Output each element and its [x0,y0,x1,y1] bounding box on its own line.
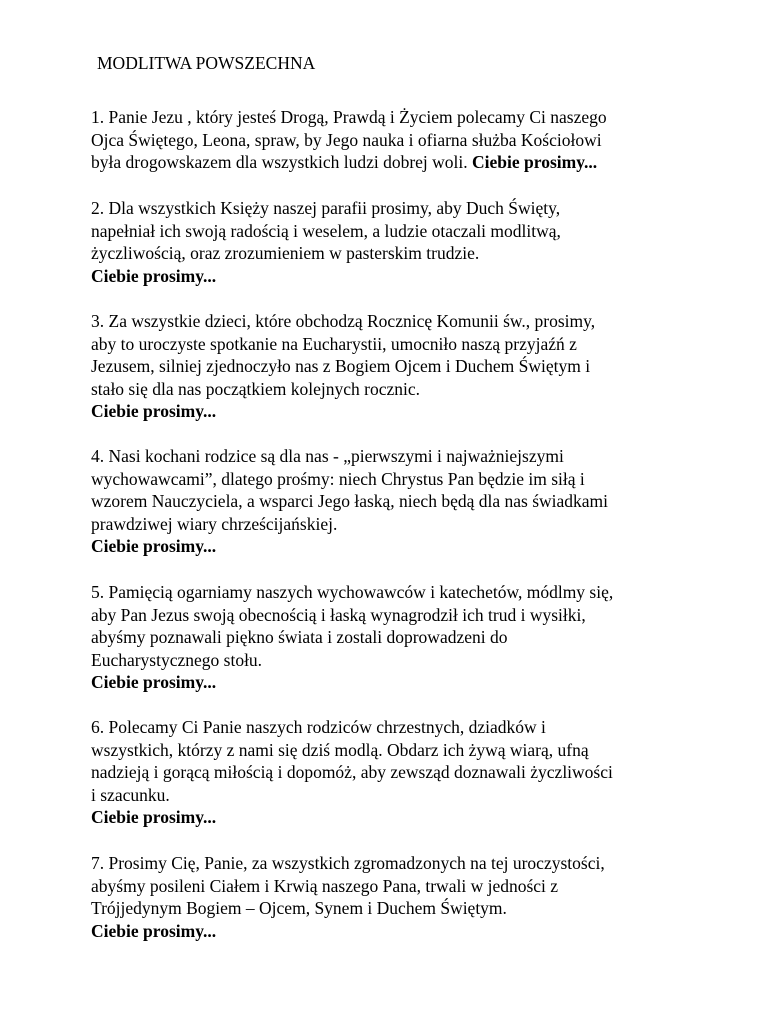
prayer-line: stało się dla nas początkiem kolejnych rocznic. [91,378,420,399]
prayer-line: Jezusem, silniej zjednoczyło nas z Bogiem Ojcem i Duchem Świętym i [91,356,591,377]
response-text: Ciebie prosimy... [91,920,217,941]
prayer-7 [91,852,691,942]
prayer-line: 5. Pamięcią ogarniamy naszych wychowawców i katechetów, módlmy się, [91,582,614,602]
prayer-line: była drogowskazem dla wszystkich ludzi dobrej woli. [91,152,473,173]
prayer-line: prawdziwej wiary chrześcijańskiej. [91,513,338,534]
prayer-2 [91,197,691,287]
prayer-line: nadzieją i gorącą miłością i dopomóż, aby zewsząd doznawali życzliwości [91,762,613,783]
prayer-line: 1. Panie Jezu , który jesteś Drogą, Prawdą i Życiem polecamy Ci naszego [91,107,607,127]
prayer-line: 3. Za wszystkie dzieci, które obchodzą Rocznicę Komunii św., prosimy, [91,311,596,331]
prayer-line: życzliwością, oraz zrozumieniem w pasterskim trudzie. [91,243,480,264]
prayer-line: 7. Prosimy Cię, Panie, za wszystkich zgromadzonych na tej uroczystości, [91,853,605,873]
prayer-line: aby Pan Jezus swoją obecnością i łaską wynagrodził ich trud i wysiłki, [91,604,586,625]
prayer-line-with-response [91,151,691,174]
response-text: Ciebie prosimy... [91,401,217,422]
prayer-1 [91,106,691,174]
prayer-line: napełniał ich swoją radością i weselem, a ludzie otaczali modlitwą, [91,220,561,241]
prayer-line: Ojca Świętego, Leona, spraw, by Jego nauka i ofiarna służba Kościołowi [91,129,602,150]
prayer-5 [91,581,691,694]
prayer-6 [91,716,691,829]
prayer-3 [91,310,691,423]
prayer-4 [91,445,691,558]
prayer-line: 4. Nasi kochani rodzice są dla nas - „pierwszymi i najważniejszymi [91,446,564,466]
prayer-line: aby to uroczyste spotkanie na Eucharystii, umocniło naszą przyjaźń z [91,333,577,354]
prayer-line: abyśmy poznawali piękno świata i zostali doprowadzeni do [91,627,508,648]
prayer-line: Eucharystycznego stołu. [91,649,263,670]
response-text: Ciebie prosimy... [91,536,217,557]
page-title: MODLITWA POWSZECHNA [97,53,316,73]
prayer-line: abyśmy posileni Ciałem i Krwią naszego Pana, trwali w jedności z [91,875,559,896]
prayer-line: i szacunku. [91,784,170,805]
prayer-line: 6. Polecamy Ci Panie naszych rodziców chrzestnych, dziadków i [91,717,546,737]
prayer-line: wychowawcami”, dlatego prośmy: niech Chrystus Pan będzie im siłą i [91,468,585,489]
response-text: Ciebie prosimy... [91,265,217,286]
response-text: Ciebie prosimy... [472,152,598,173]
prayer-line: Trójjedynym Bogiem – Ojcem, Synem i Duchem Świętym. [91,898,507,919]
prayer-line: wszystkich, którzy z nami się dziś modlą. Obdarz ich żywą wiarą, ufną [91,739,589,760]
prayer-line: wzorem Nauczyciela, a wsparci Jego łaską, niech będą dla nas świadkami [91,491,609,512]
prayer-line: 2. Dla wszystkich Księży naszej parafii prosimy, aby Duch Święty, [91,198,561,218]
response-text: Ciebie prosimy... [91,672,217,693]
response-text: Ciebie prosimy... [91,807,217,828]
